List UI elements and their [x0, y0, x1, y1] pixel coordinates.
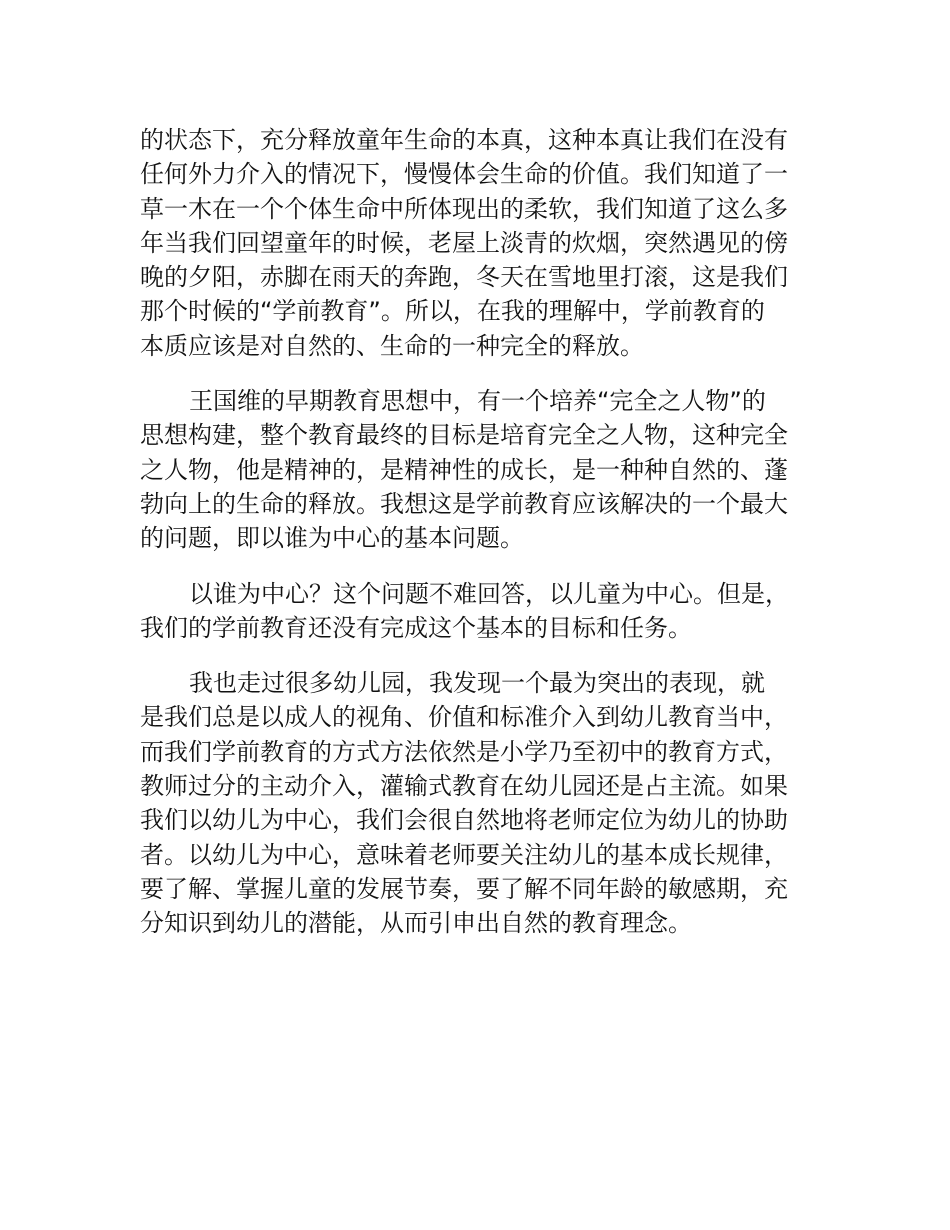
text-line: 我们的学前教育还没有完成这个基本的目标和任务。	[140, 613, 692, 642]
text-line: 晚的夕阳，赤脚在雨天的奔跑，冬天在雪地里打滚，这是我们	[140, 263, 788, 292]
text-line: 以谁为中心？这个问题不难回答，以儿童为中心。但是，	[189, 579, 789, 608]
text-line: 思想构建，整个教育最终的目标是培育完全之人物，这种完全	[140, 421, 788, 450]
text-line: 分知识到幼儿的潜能，从而引申出自然的教育理念。	[140, 909, 692, 938]
text-line: 是我们总是以成人的视角、价值和标准介入到幼儿教育当中，	[140, 703, 788, 732]
text-line: 我也走过很多幼儿园，我发现一个最为突出的表现，就	[189, 669, 765, 698]
text-line: 任何外力介入的情况下，慢慢体会生命的价值。我们知道了一	[140, 160, 788, 189]
text-line: 之人物，他是精神的，是精神性的成长，是一种种自然的、蓬	[140, 455, 788, 484]
text-line: 那个时候的“学前教育”。所以，在我的理解中，学前教育的	[140, 297, 765, 326]
text-line: 勃向上的生命的释放。我想这是学前教育应该解决的一个最大	[140, 489, 788, 518]
paragraph-3	[140, 577, 820, 646]
text-line: 本质应该是对自然的、生命的一种完全的释放。	[140, 331, 644, 360]
paragraph-4	[140, 666, 820, 940]
text-line: 要了解、掌握儿童的发展节奏，要了解不同年龄的敏感期，充	[140, 874, 788, 903]
text-line: 草一木在一个个体生命中所体现出的柔软，我们知道了这么多	[140, 194, 788, 223]
paragraph-1	[140, 123, 820, 363]
text-line: 我们以幼儿为中心，我们会很自然地将老师定位为幼儿的协助	[140, 806, 788, 835]
paragraph-2	[140, 384, 820, 555]
text-line: 而我们学前教育的方式方法依然是小学乃至初中的教育方式，	[140, 737, 788, 766]
text-line: 王国维的早期教育思想中，有一个培养“完全之人物”的	[189, 387, 766, 416]
text-line: 年当我们回望童年的时候，老屋上淡青的炊烟，突然遇见的傍	[140, 228, 788, 257]
text-line: 的问题，即以谁为中心的基本问题。	[140, 524, 524, 553]
text-line: 教师过分的主动介入，灌输式教育在幼儿园还是占主流。如果	[140, 772, 788, 801]
document-body	[140, 123, 820, 962]
text-line: 的状态下，充分释放童年生命的本真，这种本真让我们在没有	[140, 126, 788, 154]
text-line: 者。以幼儿为中心，意味着老师要关注幼儿的基本成长规律，	[140, 840, 788, 869]
